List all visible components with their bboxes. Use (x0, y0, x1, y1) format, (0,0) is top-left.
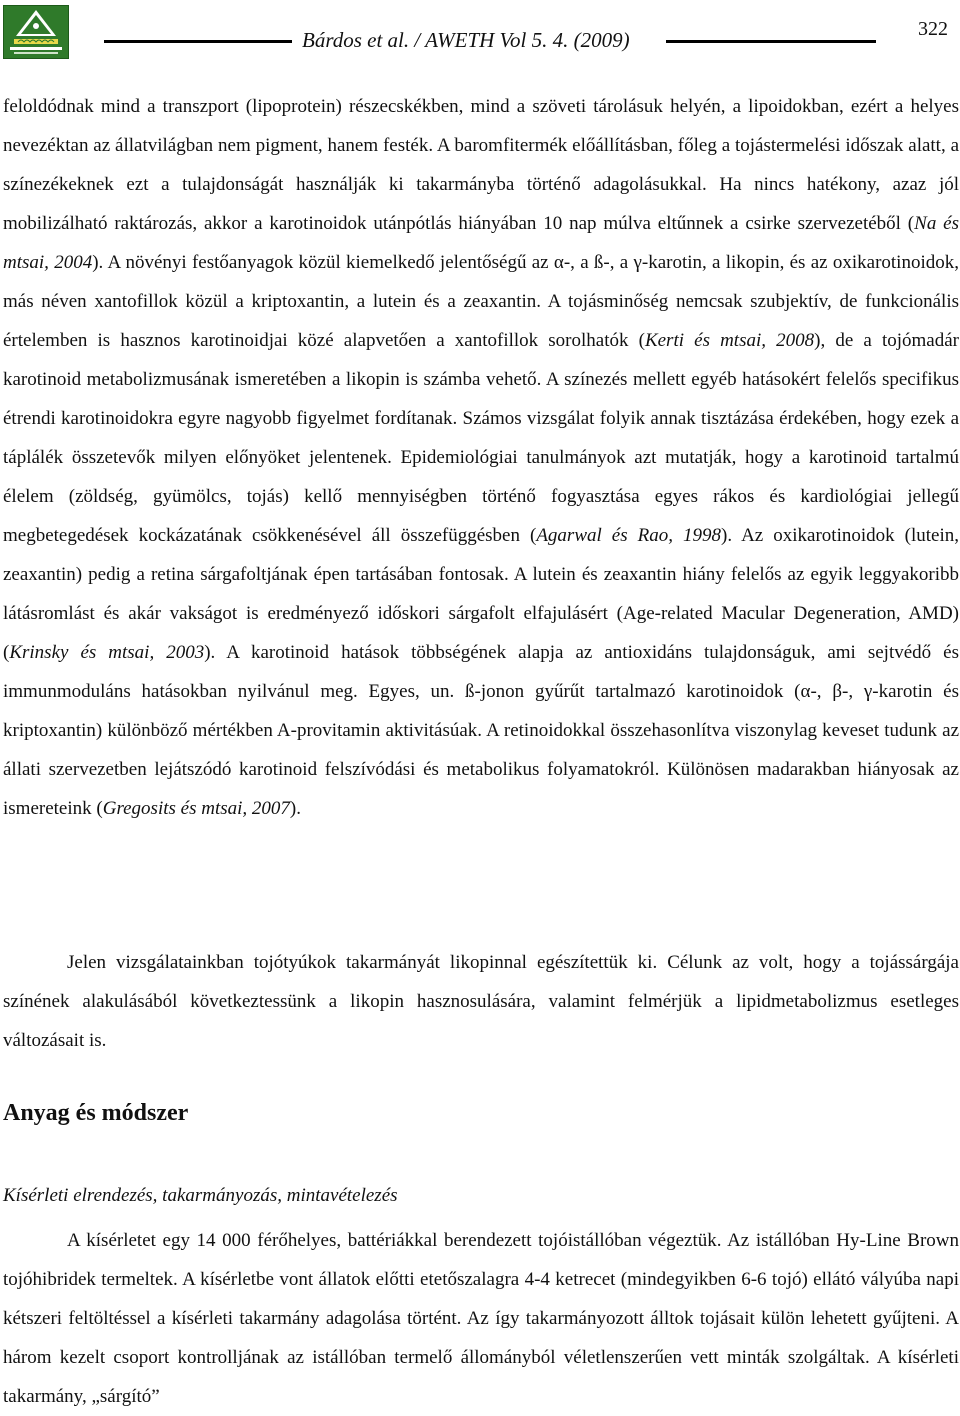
header-rule-left (104, 40, 292, 43)
citation-kerti-2008: Kerti és mtsai, 2008 (644, 330, 815, 351)
citation-na-2004: Na és mtsai, 2004 (3, 213, 959, 273)
journal-logo (3, 5, 69, 59)
citation-gregosits-2007: Gregosits és mtsai, 2007 (102, 798, 290, 819)
header-rule-right (666, 40, 876, 43)
paragraph-3: A kísérletet egy 14 000 férőhelyes, battériákkal berendezett tojóistállóban végeztük. Az istállóban Hy-Line Brown tojóhibridek termeltek. A kísérletbe vont állatok előtti etetőszalagra 4-4 ketrecet (mindegyikben 6-6 tojó) ellátó vályúba napi kétszeri feltöltéssel a kísérleti takarmány adagolása történt. Az így takarmányozott álltok tojásait külön lehetett gyűjteni. A három kezelt csoport kontrolljának az istállóban termelő állományból véletlenszerűen vett minták szolgáltak. A kísérleti takarmány, „sárgító” (3, 1230, 959, 1407)
section-heading: Anyag és módszer (3, 1100, 189, 1126)
paragraph-1 (3, 87, 959, 828)
citation-agarwal-rao-1998: Agarwal és Rao, 1998 (536, 525, 722, 546)
page-number: 322 (918, 18, 948, 40)
page-header (0, 0, 960, 64)
subsection-heading: Kísérleti elrendezés, takarmányozás, mintavételezés (3, 1185, 398, 1206)
p1-text-6: ). (289, 798, 301, 819)
p1-text-4: ). Az oxikarotinoidok (lutein, zeaxantin) pedig a retina sárgafoltjának épen tartásában fontosak. A lutein és zeaxantin hiány felelős az egyik leggyakoribb látásromlást és akár vakságot is eredményező időskori sárgafolt elfajulásért (Age-related Macular Degeneration, AMD) ( (3, 525, 959, 663)
p1-text-5: ). A karotinoid hatások többségének alapja az antioxidáns tulajdonságuk, ami sejtvédő és immunmoduláns hatásokban nyilvánul meg. Egyes, un. ß-jonon gyűrűt tartalmazó karotinoidok (α-, β-, γ-karotin és kriptoxantin) különböző mértékben A-provitamin aktivitásúak. A retinoidokkal összehasonlítva viszonylag keveset tudunk az állati szervezetben lejátszódó karotinoid felszívódási és metabolikus folyamatokról. Különösen madarakban hiányosak az ismereteink ( (3, 642, 959, 819)
p1-text-1: feloldódnak mind a transzport (lipoprotein) részecskékben, mind a szöveti tárolásuk helyén, a lipoidokban, ezért a helyes nevezéktan az állatvilágban nem pigment, hanem festék. A baromfitermék előállításban, főleg a tojástermelési időszak alatt, a színezékeknek ezt a tulajdonságát használják ki takarmányba történő adagolásukkal. Ha nincs hatékony, azaz jól mobilizálható raktározás, akkor a karotinoidok utánpótlás hiányában 10 nap múlva eltűnnek a csirke szervezetéből ( (3, 96, 959, 234)
running-head: Bárdos et al. / AWETH Vol 5. 4. (2009) (302, 28, 630, 52)
p1-text-2: ). A növényi festőanyagok közül kiemelkedő jelentőségű az α-, a ß-, a γ-karotin, a likopin, és az oxikarotinoidok, más néven xantofillok közül a kriptoxantin, a lutein és a zeaxantin. A tojásminőség nemcsak szubjektív, de funkcionális értelemben is hasznos karotinoidjai közé alapvetően a xantofillok sorolhatók ( (3, 252, 959, 351)
paragraph-2: Jelen vizsgálatainkban tojótyúkok takarmányát likopinnal egészítettük ki. Célunk az volt, hogy a tojássárgája színének alakulásából következtessünk a likopin hasznosulására, valamint felmérjük a lipidmetabolizmus esetleges változásait is. (3, 952, 959, 1051)
citation-krinsky-2003: Krinsky és mtsai, 2003 (9, 642, 205, 663)
p1-text-3: ), de a tojómadár karotinoid metabolizmusának ismeretében a likopin is számba vehető. A színezés mellett egyéb hatásokért felelős specifikus étrendi karotinoidokra egyre nagyobb figyelmet fordítanak. Számos vizsgálat folyik annak tisztázása érdekében, hogy ezek a táplálék összetevők milyen előnyöket jelentenek. Epidemiológiai tanulmányok azt mutatják, hogy a karotinoid tartalmú élelem (zöldség, gyümölcs, tojás) kellő mennyiségben történő fogyasztása egyes rákos és kardiológiai jellegű megbetegedések kockázatának csökkenésével áll összefüggésben ( (3, 330, 959, 546)
